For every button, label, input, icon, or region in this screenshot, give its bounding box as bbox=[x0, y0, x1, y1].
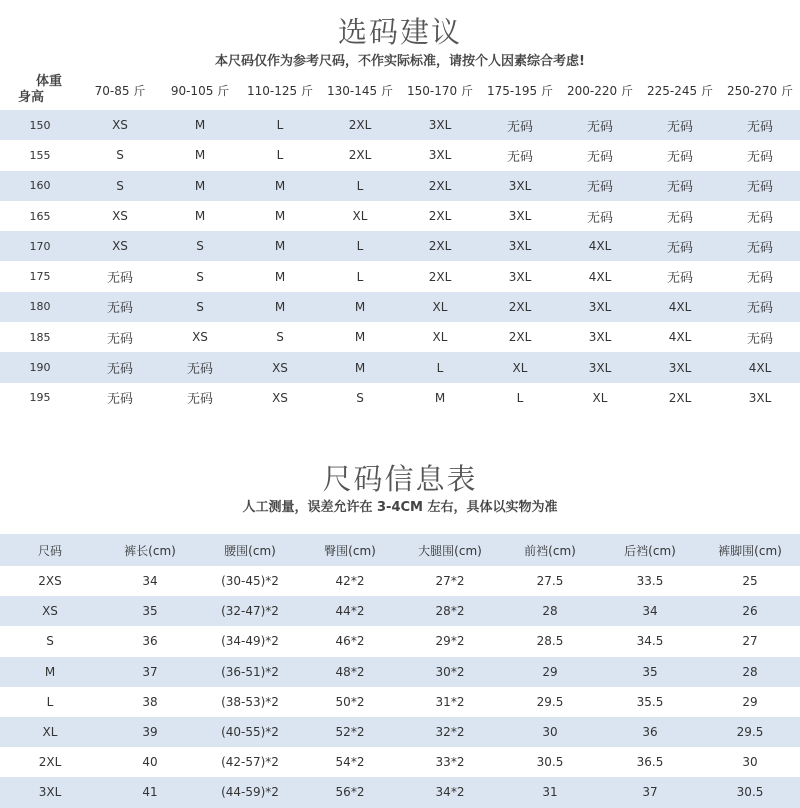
size-cell: 无码 bbox=[186, 392, 213, 408]
size-cell: M bbox=[354, 299, 366, 314]
size-cell: XL bbox=[352, 209, 368, 224]
size-cell: M bbox=[274, 209, 286, 224]
measure-cell: L bbox=[46, 694, 54, 709]
measure-cell: 29 bbox=[742, 694, 758, 709]
measure-cell: 29*2 bbox=[435, 634, 465, 649]
measure-table-row bbox=[0, 657, 800, 687]
size-cell: 无码 bbox=[746, 331, 773, 347]
size-cell: M bbox=[274, 239, 286, 254]
size-table-row bbox=[0, 201, 800, 231]
measure-table-row bbox=[0, 687, 800, 717]
size-cell: XS bbox=[112, 209, 128, 224]
size-cell: 无码 bbox=[106, 392, 133, 408]
size-cell: 2XL bbox=[348, 148, 372, 163]
size-cell: 3XL bbox=[748, 390, 772, 405]
size-cell: L bbox=[356, 239, 364, 254]
size-cell: M bbox=[434, 390, 446, 405]
size-cell: 无码 bbox=[586, 210, 613, 226]
measure-header: 裤脚围(cm) bbox=[718, 543, 782, 558]
size-cell: 3XL bbox=[508, 209, 532, 224]
measure-header: 后裆(cm) bbox=[624, 543, 676, 558]
size-cell: 无码 bbox=[106, 271, 133, 287]
size-cell: 3XL bbox=[508, 178, 532, 193]
size-cell: 2XL bbox=[668, 390, 692, 405]
size-cell: 4XL bbox=[748, 360, 772, 375]
size-cell: XS bbox=[272, 390, 288, 405]
measure-cell: 29.5 bbox=[536, 694, 564, 709]
measure-cell: 37 bbox=[642, 785, 658, 800]
measure-table-row bbox=[0, 747, 800, 777]
size-cell: 4XL bbox=[588, 239, 612, 254]
size-cell: 无码 bbox=[746, 271, 773, 287]
measure-table-row bbox=[0, 596, 800, 626]
measure-cell: 3XL bbox=[38, 785, 62, 800]
corner-header bbox=[0, 70, 80, 110]
measure-cell: 30.5 bbox=[536, 755, 564, 770]
size-recommendation-table bbox=[0, 70, 800, 413]
measure-cell: 30*2 bbox=[435, 664, 465, 679]
weight-header: 150-170 斤 bbox=[407, 83, 473, 98]
size-cell: L bbox=[516, 390, 524, 405]
measure-cell: 46*2 bbox=[335, 634, 365, 649]
size-table-row bbox=[0, 322, 800, 352]
size-cell: M bbox=[194, 148, 206, 163]
size-cell: 无码 bbox=[666, 210, 693, 226]
measure-header: 尺码 bbox=[37, 543, 62, 558]
size-cell: M bbox=[194, 178, 206, 193]
measure-cell: 52*2 bbox=[335, 725, 365, 740]
size-cell: L bbox=[436, 360, 444, 375]
size-cell: 无码 bbox=[186, 362, 213, 378]
size-cell: 无码 bbox=[666, 271, 693, 287]
size-cell: L bbox=[276, 118, 284, 133]
size-cell: S bbox=[356, 390, 364, 405]
measure-cell: 31*2 bbox=[435, 694, 465, 709]
size-cell: XS bbox=[192, 330, 208, 345]
size-table-row bbox=[0, 231, 800, 261]
measure-cell: 38 bbox=[142, 694, 158, 709]
size-cell: 3XL bbox=[588, 330, 612, 345]
measure-cell: 54*2 bbox=[335, 755, 365, 770]
size-cell: 无码 bbox=[746, 149, 773, 165]
measure-cell: 37 bbox=[142, 664, 158, 679]
size-cell: 2XL bbox=[428, 209, 452, 224]
size-cell: 无码 bbox=[106, 301, 133, 317]
corner-height-label: 身高 bbox=[18, 90, 45, 105]
measure-cell: (32-47)*2 bbox=[221, 604, 279, 619]
measure-cell: 30 bbox=[742, 755, 758, 770]
measure-cell: 32*2 bbox=[435, 725, 465, 740]
measure-table-row bbox=[0, 777, 800, 807]
size-cell: M bbox=[194, 209, 206, 224]
size-cell: 4XL bbox=[588, 269, 612, 284]
measure-table-row bbox=[0, 566, 800, 596]
size-cell: XL bbox=[432, 330, 448, 345]
weight-header: 70-85 斤 bbox=[94, 83, 146, 98]
recommend-title: 选码建议 bbox=[337, 15, 462, 49]
measure-cell: (40-55)*2 bbox=[221, 725, 279, 740]
measure-cell: 35.5 bbox=[636, 694, 664, 709]
size-cell: S bbox=[196, 299, 204, 314]
measure-cell: 29.5 bbox=[736, 725, 764, 740]
measure-cell: (36-51)*2 bbox=[221, 664, 279, 679]
size-cell: 3XL bbox=[508, 239, 532, 254]
weight-header: 225-245 斤 bbox=[647, 83, 713, 98]
size-cell: 无码 bbox=[506, 119, 533, 135]
weight-header: 110-125 斤 bbox=[247, 83, 313, 98]
size-table-row bbox=[0, 352, 800, 382]
size-cell: XS bbox=[112, 239, 128, 254]
size-table-row bbox=[0, 261, 800, 291]
height-cell: 155 bbox=[29, 148, 51, 162]
measure-cell: 56*2 bbox=[335, 785, 365, 800]
size-cell: M bbox=[274, 178, 286, 193]
size-cell: 无码 bbox=[746, 240, 773, 256]
size-table-row bbox=[0, 110, 800, 140]
size-cell: 2XL bbox=[428, 269, 452, 284]
size-cell: 无码 bbox=[746, 119, 773, 135]
size-cell: 2XL bbox=[428, 178, 452, 193]
size-cell: M bbox=[274, 299, 286, 314]
measure-cell: (30-45)*2 bbox=[221, 574, 279, 589]
height-cell: 170 bbox=[29, 239, 51, 253]
size-table-row bbox=[0, 140, 800, 170]
measure-cell: 26 bbox=[742, 604, 758, 619]
measure-cell: 30 bbox=[542, 725, 558, 740]
measure-cell: 35 bbox=[642, 664, 658, 679]
measure-table-row bbox=[0, 626, 800, 656]
measure-cell: 33*2 bbox=[435, 755, 465, 770]
size-cell: 无码 bbox=[666, 149, 693, 165]
measure-cell: 50*2 bbox=[335, 694, 365, 709]
size-cell: S bbox=[196, 269, 204, 284]
size-cell: 4XL bbox=[668, 330, 692, 345]
size-cell: XL bbox=[432, 299, 448, 314]
size-cell: 3XL bbox=[428, 148, 452, 163]
weight-header: 130-145 斤 bbox=[327, 83, 393, 98]
measure-cell: 42*2 bbox=[335, 574, 365, 589]
measure-cell: 41 bbox=[142, 785, 158, 800]
measure-cell: M bbox=[44, 664, 56, 679]
measure-header: 前裆(cm) bbox=[524, 543, 576, 558]
size-cell: S bbox=[276, 330, 284, 345]
measure-table-row bbox=[0, 717, 800, 747]
measure-header: 腰围(cm) bbox=[224, 543, 276, 558]
size-cell: 3XL bbox=[588, 299, 612, 314]
size-cell: 2XL bbox=[428, 239, 452, 254]
size-cell: 无码 bbox=[586, 119, 613, 135]
height-cell: 180 bbox=[29, 300, 51, 314]
measure-cell: 2XL bbox=[38, 755, 62, 770]
size-cell: 无码 bbox=[746, 210, 773, 226]
size-cell: 2XL bbox=[508, 299, 532, 314]
size-cell: 4XL bbox=[668, 299, 692, 314]
height-cell: 160 bbox=[29, 179, 51, 193]
measure-cell: 2XS bbox=[38, 574, 62, 589]
size-cell: S bbox=[116, 178, 124, 193]
measure-cell: 28 bbox=[542, 604, 558, 619]
height-cell: 165 bbox=[29, 209, 51, 223]
size-cell: S bbox=[196, 239, 204, 254]
measure-cell: 34 bbox=[642, 604, 658, 619]
measure-cell: S bbox=[46, 634, 54, 649]
measure-cell: 44*2 bbox=[335, 604, 365, 619]
measure-cell: 48*2 bbox=[335, 664, 365, 679]
measure-header: 裤长(cm) bbox=[124, 543, 176, 558]
size-cell: L bbox=[356, 269, 364, 284]
measure-cell: 29 bbox=[542, 664, 558, 679]
corner-weight-label: 体重 bbox=[36, 74, 63, 89]
height-cell: 175 bbox=[29, 270, 51, 284]
height-cell: 190 bbox=[29, 361, 51, 375]
size-cell: 3XL bbox=[508, 269, 532, 284]
size-cell: 无码 bbox=[746, 301, 773, 317]
size-table-row bbox=[0, 171, 800, 201]
recommend-subtitle: 本尺码仅作为参考尺码，不作实际标准，请按个人因素综合考虑! bbox=[215, 54, 585, 69]
measure-cell: 36.5 bbox=[636, 755, 664, 770]
size-cell: XS bbox=[272, 360, 288, 375]
size-cell: L bbox=[356, 178, 364, 193]
size-cell: 3XL bbox=[668, 360, 692, 375]
measure-cell: 34*2 bbox=[435, 785, 465, 800]
weight-header: 175-195 斤 bbox=[487, 83, 553, 98]
measure-cell: XS bbox=[42, 604, 58, 619]
size-cell: XL bbox=[592, 390, 608, 405]
height-cell: 185 bbox=[29, 330, 51, 344]
size-cell: 无码 bbox=[506, 149, 533, 165]
measure-cell: 28.5 bbox=[536, 634, 564, 649]
measure-cell: 36 bbox=[642, 725, 658, 740]
size-cell: 无码 bbox=[586, 180, 613, 196]
measure-cell: 34.5 bbox=[636, 634, 664, 649]
size-cell: 2XL bbox=[348, 118, 372, 133]
measure-cell: (42-57)*2 bbox=[221, 755, 279, 770]
size-cell: 无码 bbox=[746, 180, 773, 196]
height-cell: 150 bbox=[29, 118, 51, 132]
size-cell: XS bbox=[112, 118, 128, 133]
measure-cell: XL bbox=[42, 725, 58, 740]
size-cell: M bbox=[354, 360, 366, 375]
measure-cell: 40 bbox=[142, 755, 158, 770]
height-cell: 195 bbox=[29, 391, 51, 405]
measure-cell: 34 bbox=[142, 574, 158, 589]
measure-table-header-row bbox=[0, 534, 800, 566]
measure-cell: 27 bbox=[742, 634, 758, 649]
size-cell: 无码 bbox=[586, 149, 613, 165]
size-cell: 2XL bbox=[508, 330, 532, 345]
size-cell: L bbox=[276, 148, 284, 163]
weight-header: 250-270 斤 bbox=[727, 83, 793, 98]
size-cell: 无码 bbox=[666, 119, 693, 135]
measure-cell: (44-59)*2 bbox=[221, 785, 279, 800]
size-cell: M bbox=[354, 330, 366, 345]
size-cell: XL bbox=[512, 360, 528, 375]
size-table-header-row bbox=[0, 70, 800, 110]
measure-cell: (34-49)*2 bbox=[221, 634, 279, 649]
size-cell: 无码 bbox=[666, 180, 693, 196]
measure-header: 臀围(cm) bbox=[324, 543, 376, 558]
measure-title: 尺码信息表 bbox=[322, 462, 478, 496]
measure-cell: 28*2 bbox=[435, 604, 465, 619]
measure-cell: (38-53)*2 bbox=[221, 694, 279, 709]
size-cell: M bbox=[194, 118, 206, 133]
measure-cell: 33.5 bbox=[636, 574, 664, 589]
measure-cell: 25 bbox=[742, 574, 758, 589]
measure-subtitle: 人工测量，误差允许在 3-4CM 左右，具体以实物为准 bbox=[242, 500, 558, 515]
measure-cell: 27*2 bbox=[435, 574, 465, 589]
size-cell: 3XL bbox=[588, 360, 612, 375]
size-cell: M bbox=[274, 269, 286, 284]
measure-cell: 28 bbox=[742, 664, 758, 679]
size-table-row bbox=[0, 383, 800, 413]
size-cell: 无码 bbox=[106, 362, 133, 378]
size-cell: S bbox=[116, 148, 124, 163]
measure-cell: 31 bbox=[542, 785, 558, 800]
size-table-row bbox=[0, 292, 800, 322]
size-measurement-table bbox=[0, 534, 800, 808]
size-cell: 3XL bbox=[428, 118, 452, 133]
weight-header: 90-105 斤 bbox=[170, 83, 230, 98]
measure-cell: 39 bbox=[142, 725, 158, 740]
measure-cell: 27.5 bbox=[536, 574, 564, 589]
measure-cell: 36 bbox=[142, 634, 158, 649]
measure-header: 大腿围(cm) bbox=[418, 543, 482, 558]
weight-header: 200-220 斤 bbox=[567, 83, 633, 98]
size-cell: 无码 bbox=[666, 240, 693, 256]
measure-cell: 30.5 bbox=[736, 785, 764, 800]
measure-cell: 35 bbox=[142, 604, 158, 619]
size-cell: 无码 bbox=[106, 331, 133, 347]
